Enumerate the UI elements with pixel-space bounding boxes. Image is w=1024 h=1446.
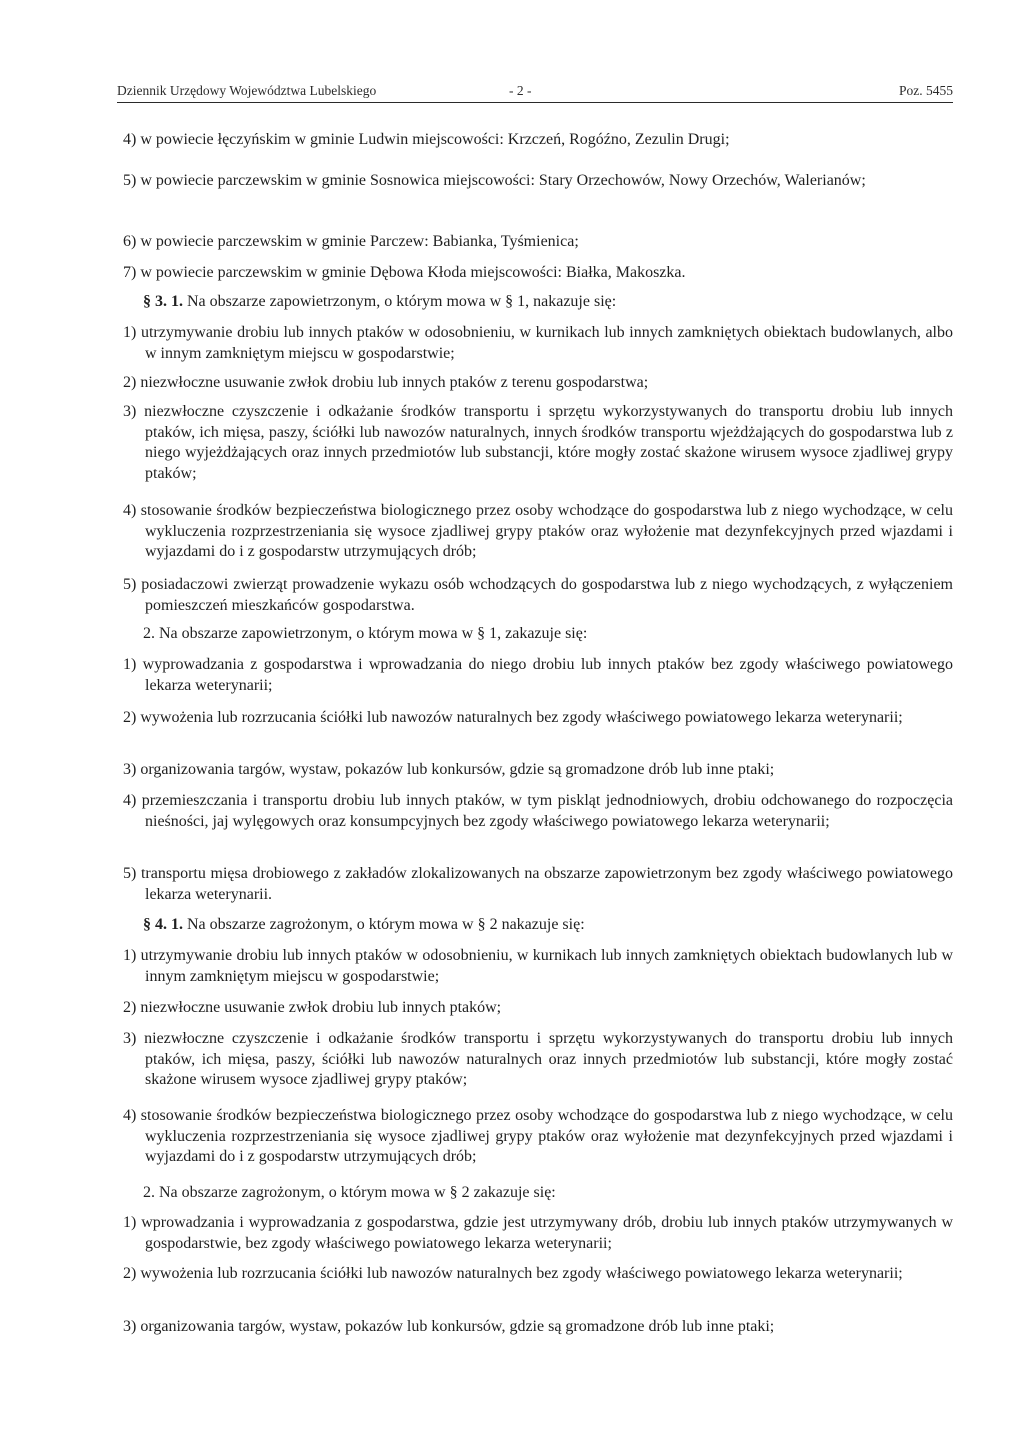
list-item: 5) posiadaczowi zwierząt prowadzenie wykazu osób wchodzących do gospodarstwa lub z niego wychodzących, z wyłączeniem pomieszczeń mieszkańców gospodarstwa. <box>123 576 953 614</box>
list-item: 6) w powiecie parczewskim w gminie Parczew: Babianka, Tyśmienica; <box>123 233 579 250</box>
list-item: 4) w powiecie łęczyńskim w gminie Ludwin miejscowości: Krzczeń, Rogóźno, Zezulin Drugi; <box>123 131 730 148</box>
list-item: 5) transportu mięsa drobiowego z zakładów zlokalizowanych na obszarze zapowietrzonym bez zgody właściwego powiatowego lekarza weterynarii. <box>123 865 953 903</box>
list-item: 4) stosowanie środków bezpieczeństwa biologicznego przez osoby wchodzące do gospodarstwa lub z niego wychodzące, w celu wykluczenia rozprzestrzeniania się wysoce zjadliwej grypy ptaków oraz wyłożenie mat dezynfekcyjnych przed wjazdami i wyjazdami do i z gospodarstw utrzymujących drób; <box>123 502 953 560</box>
list-item: 3) niezwłoczne czyszczenie i odkażanie środków transportu i sprzętu wykorzystywanych do transportu drobiu lub innych ptaków, ich mięsa, paszy, ściółki lub nawozów naturalnych oraz innych przedmiotów lub substancji, które mogły zostać skażone wirusem wysoce zjadliwej grypy ptaków; <box>123 1030 953 1088</box>
section-intro-text: Na obszarze zagrożonym, o którym mowa w § 2 nakazuje się: <box>183 916 585 933</box>
list-item: 3) niezwłoczne czyszczenie i odkażanie środków transportu i sprzętu wykorzystywanych do transportu drobiu lub innych ptaków, ich mięsa, paszy, ściółki lub nawozów naturalnych, innych środków transportu wjeżdżających do gospodarstwa lub z niego wyjeżdżających oraz innych przedmiotów lub substancji, które mogły zostać skażone wirusem wysoce zjadliwej grypy ptaków; <box>123 403 953 482</box>
list-item: 1) utrzymywanie drobiu lub innych ptaków w odosobnieniu, w kurnikach lub innych zamkniętych obiektach budowlanych lub w innym zamkniętym miejscu w gospodarstwie; <box>123 947 953 985</box>
list-item: 3) organizowania targów, wystaw, pokazów lub konkursów, gdzie są gromadzone drób lub inne ptaki; <box>123 1318 775 1335</box>
list-item: 2) wywożenia lub rozrzucania ściółki lub nawozów naturalnych bez zgody właściwego powiatowego lekarza weterynarii; <box>123 709 903 726</box>
list-item: 1) utrzymywanie drobiu lub innych ptaków w odosobnieniu, w kurnikach lub innych zamkniętych obiektach budowlanych, albo w innym zamkniętym miejscu w gospodarstwie; <box>123 324 953 362</box>
paragraph-2: 2. Na obszarze zagrożonym, o którym mowa w § 2 zakazuje się: <box>143 1184 556 1201</box>
list-item: 4) stosowanie środków bezpieczeństwa biologicznego przez osoby wchodzące do gospodarstwa lub z niego wychodzące, w celu wykluczenia rozprzestrzeniania się wysoce zjadliwej grypy ptaków oraz wyłożenie mat dezynfekcyjnych przed wjazdami i wyjazdami do i z gospodarstw utrzymujących drób; <box>123 1107 953 1165</box>
section-mark: § 3. 1. <box>143 293 183 310</box>
journal-title: Dziennik Urzędowy Województwa Lubelskiego <box>117 83 377 98</box>
position-number: Poz. 5455 <box>899 83 953 98</box>
section-mark: § 4. 1. <box>143 916 183 933</box>
section-intro-text: Na obszarze zapowietrzonym, o którym mowa w § 1, nakazuje się: <box>183 293 617 310</box>
list-item: 2) niezwłoczne usuwanie zwłok drobiu lub innych ptaków z terenu gospodarstwa; <box>123 374 649 391</box>
paragraph-2: 2. Na obszarze zapowietrzonym, o którym mowa w § 1, zakazuje się: <box>143 625 588 642</box>
list-item: 7) w powiecie parczewskim w gminie Dębowa Kłoda miejscowości: Białka, Makoszka. <box>123 264 686 281</box>
section-3-intro <box>143 292 953 313</box>
list-item: 4) przemieszczania i transportu drobiu lub innych ptaków, w tym piskląt jednodniowych, drobiu odchowanego do rozpoczęcia nieśności, jaj wylęgowych oraz konsumpcyjnych bez zgody właściwego powiatowego lekarza weterynarii; <box>123 792 953 830</box>
list-item: 1) wprowadzania i wyprowadzania z gospodarstwa, gdzie jest utrzymywany drób, drobiu lub innych ptaków utrzymywanych w gospodarstwie, bez zgody właściwego powiatowego lekarza weterynarii; <box>123 1214 953 1252</box>
section-4-intro <box>143 915 953 936</box>
page-number: - 2 - <box>509 83 532 98</box>
page-header <box>117 80 953 103</box>
list-item: 5) w powiecie parczewskim w gminie Sosnowica miejscowości: Stary Orzechowów, Nowy Orzechów, Walerianów; <box>123 172 866 189</box>
list-item: 1) wyprowadzania z gospodarstwa i wprowadzania do niego drobiu lub innych ptaków bez zgody właściwego powiatowego lekarza weterynarii; <box>123 656 953 694</box>
list-item: 2) niezwłoczne usuwanie zwłok drobiu lub innych ptaków; <box>123 999 502 1016</box>
list-item: 2) wywożenia lub rozrzucania ściółki lub nawozów naturalnych bez zgody właściwego powiatowego lekarza weterynarii; <box>123 1265 903 1282</box>
list-item: 3) organizowania targów, wystaw, pokazów lub konkursów, gdzie są gromadzone drób lub inne ptaki; <box>123 761 775 778</box>
